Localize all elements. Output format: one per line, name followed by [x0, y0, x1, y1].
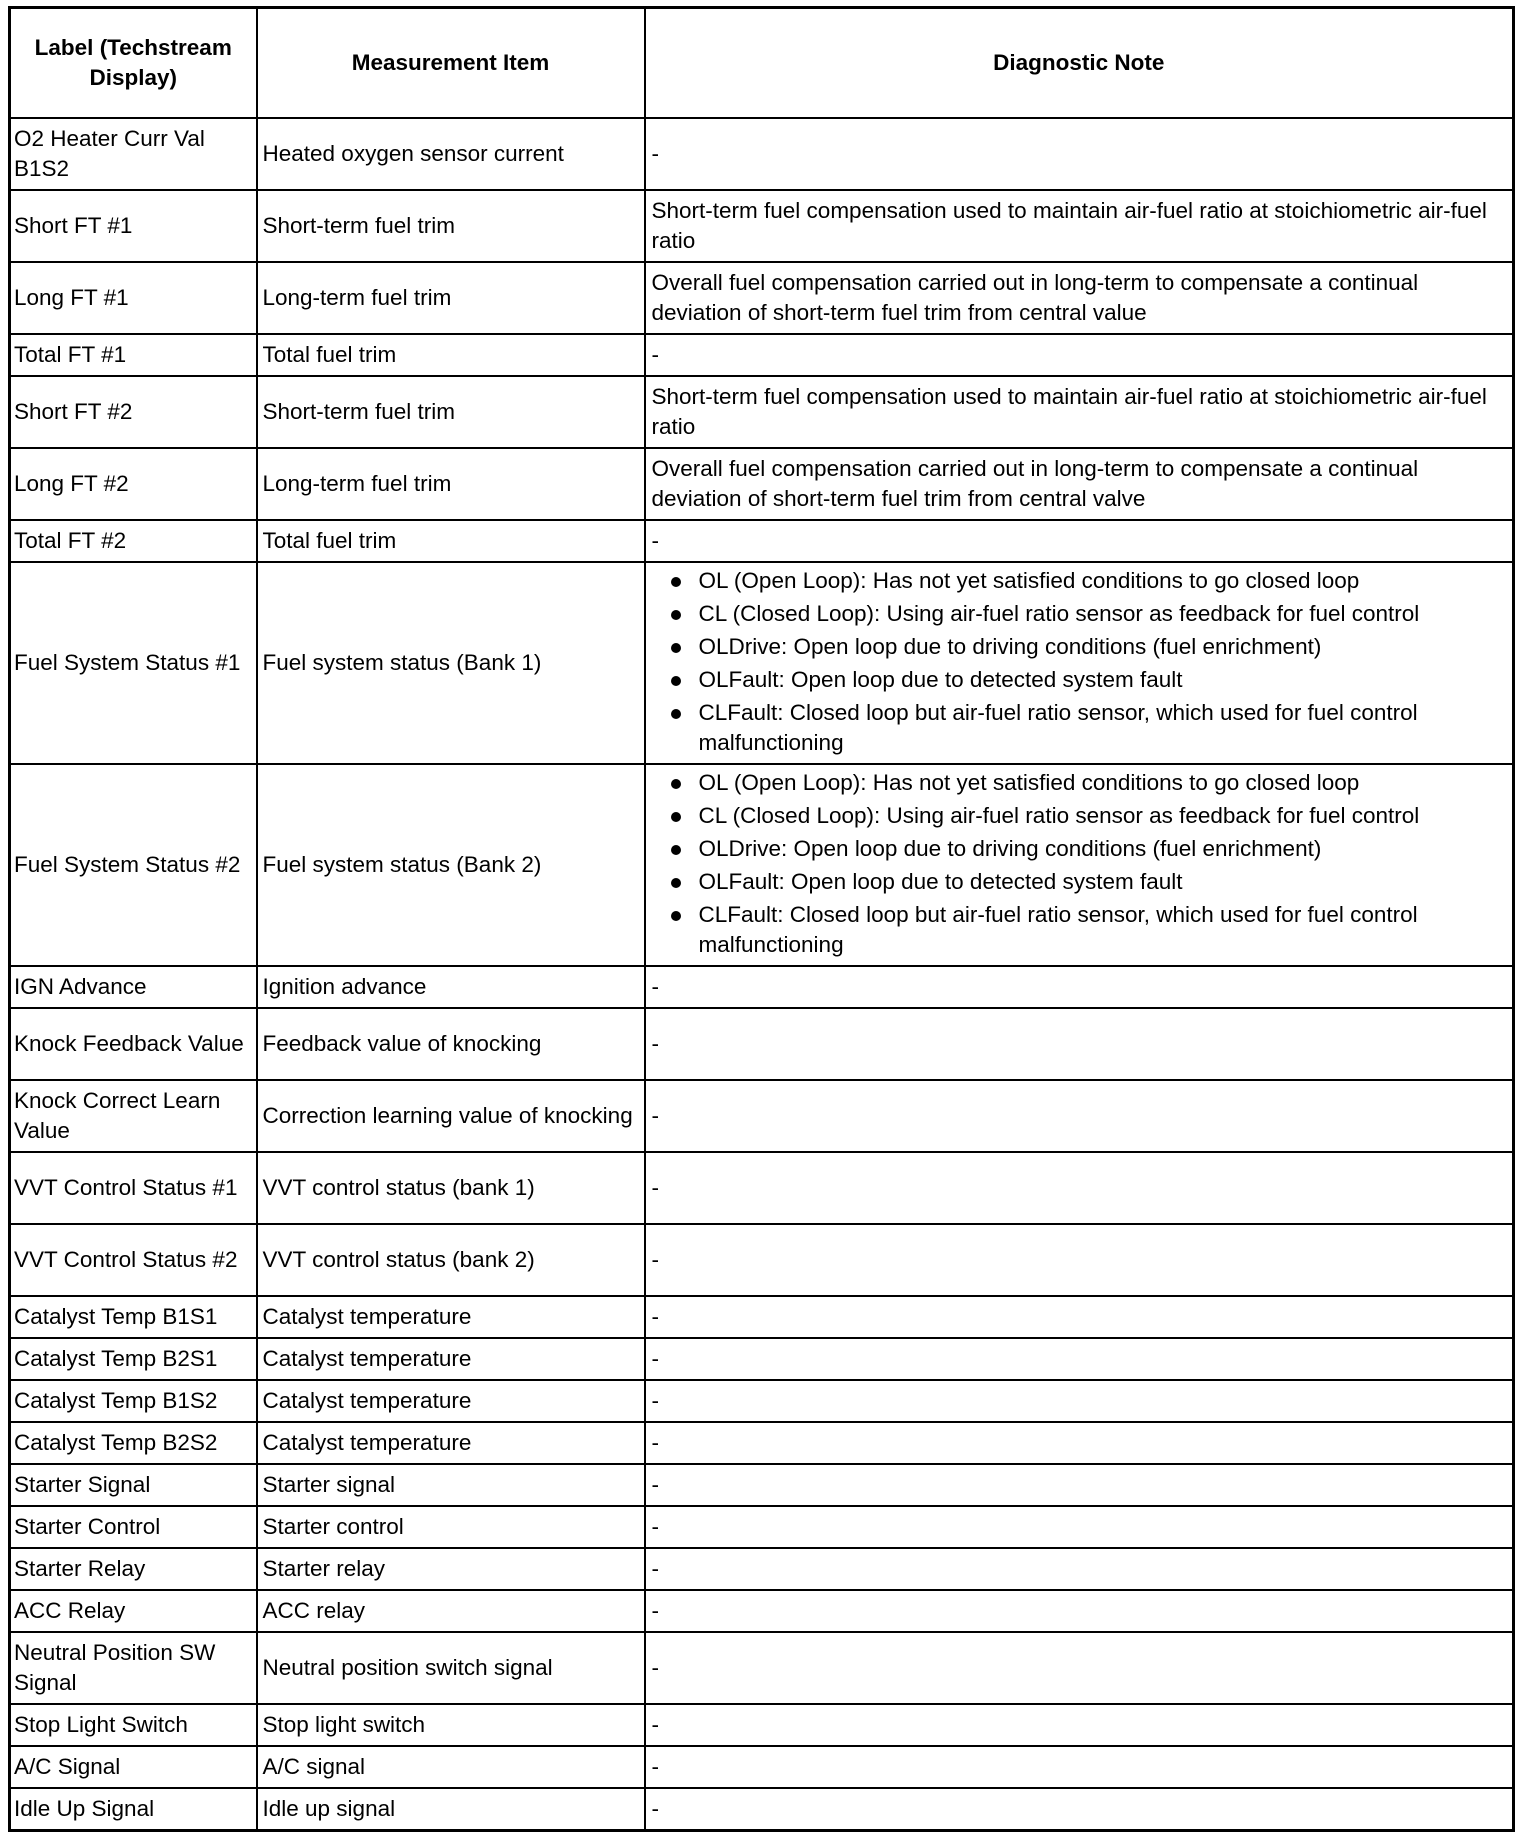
cell-diagnostic-note: - — [645, 1704, 1514, 1746]
bullet-item: CL (Closed Loop): Using air-fuel ratio sensor as feedback for fuel control — [699, 801, 1505, 831]
cell-label: Knock Correct Learn Value — [10, 1080, 257, 1152]
cell-measurement-item: Catalyst temperature — [257, 1422, 645, 1464]
cell-diagnostic-note: Short-term fuel compensation used to maintain air-fuel ratio at stoichiometric air-fuel ratio — [645, 190, 1514, 262]
table-row — [10, 190, 1514, 262]
cell-diagnostic-note: - — [645, 1008, 1514, 1080]
cell-label: Short FT #2 — [10, 376, 257, 448]
table-row — [10, 1296, 1514, 1338]
cell-label: VVT Control Status #1 — [10, 1152, 257, 1224]
cell-label: Catalyst Temp B2S1 — [10, 1338, 257, 1380]
bullet-item: OLFault: Open loop due to detected system fault — [699, 665, 1505, 695]
table-row — [10, 334, 1514, 376]
cell-measurement-item: Neutral position switch signal — [257, 1632, 645, 1704]
cell-label: Catalyst Temp B2S2 — [10, 1422, 257, 1464]
table-row — [10, 118, 1514, 190]
cell-label: VVT Control Status #2 — [10, 1224, 257, 1296]
cell-measurement-item: VVT control status (bank 2) — [257, 1224, 645, 1296]
cell-diagnostic-note: - — [645, 1422, 1514, 1464]
cell-diagnostic-note: Short-term fuel compensation used to maintain air-fuel ratio at stoichiometric air-fuel ratio — [645, 376, 1514, 448]
cell-diagnostic-note: - — [645, 1296, 1514, 1338]
cell-measurement-item: Total fuel trim — [257, 520, 645, 562]
cell-label: IGN Advance — [10, 966, 257, 1008]
table-row — [10, 520, 1514, 562]
cell-measurement-item: Total fuel trim — [257, 334, 645, 376]
cell-label: Total FT #1 — [10, 334, 257, 376]
table-row — [10, 764, 1514, 966]
table-row — [10, 376, 1514, 448]
header-row — [10, 8, 1514, 119]
cell-label: Starter Relay — [10, 1548, 257, 1590]
cell-diagnostic-note: - — [645, 966, 1514, 1008]
table-row — [10, 1080, 1514, 1152]
cell-label: Starter Control — [10, 1506, 257, 1548]
table-row — [10, 448, 1514, 520]
cell-measurement-item: Starter relay — [257, 1548, 645, 1590]
cell-label: Long FT #2 — [10, 448, 257, 520]
cell-label: O2 Heater Curr Val B1S2 — [10, 118, 257, 190]
cell-label: Fuel System Status #2 — [10, 764, 257, 966]
cell-label: A/C Signal — [10, 1746, 257, 1788]
cell-measurement-item: Long-term fuel trim — [257, 262, 645, 334]
cell-label: Total FT #2 — [10, 520, 257, 562]
table-row — [10, 1704, 1514, 1746]
header-diagnostic-note: Diagnostic Note — [645, 8, 1514, 119]
cell-diagnostic-note: - — [645, 1380, 1514, 1422]
cell-diagnostic-note: - — [645, 1224, 1514, 1296]
table-body — [10, 118, 1514, 1831]
cell-measurement-item: Fuel system status (Bank 2) — [257, 764, 645, 966]
cell-diagnostic-note: - — [645, 1338, 1514, 1380]
cell-measurement-item: Short-term fuel trim — [257, 376, 645, 448]
table-row — [10, 1464, 1514, 1506]
cell-label: Catalyst Temp B1S2 — [10, 1380, 257, 1422]
bullet-item: OLDrive: Open loop due to driving conditions (fuel enrichment) — [699, 834, 1505, 864]
cell-label: Long FT #1 — [10, 262, 257, 334]
table-row — [10, 1224, 1514, 1296]
bullet-item: CLFault: Closed loop but air-fuel ratio sensor, which used for fuel control malfunctioning — [699, 698, 1505, 758]
cell-measurement-item: VVT control status (bank 1) — [257, 1152, 645, 1224]
cell-measurement-item: Stop light switch — [257, 1704, 645, 1746]
cell-measurement-item: Short-term fuel trim — [257, 190, 645, 262]
cell-diagnostic-note: - — [645, 1788, 1514, 1831]
data-list-table — [8, 6, 1515, 1832]
cell-diagnostic-note: - — [645, 334, 1514, 376]
table-row — [10, 966, 1514, 1008]
cell-diagnostic-note: - — [645, 1590, 1514, 1632]
bullet-item: CL (Closed Loop): Using air-fuel ratio sensor as feedback for fuel control — [699, 599, 1505, 629]
table-row — [10, 1548, 1514, 1590]
bullet-list — [652, 566, 1505, 758]
cell-diagnostic-note: Overall fuel compensation carried out in long-term to compensate a continual deviation of short-term fuel trim from central valve — [645, 448, 1514, 520]
table-row — [10, 562, 1514, 764]
cell-label: Idle Up Signal — [10, 1788, 257, 1831]
bullet-item: CLFault: Closed loop but air-fuel ratio sensor, which used for fuel control malfunctioning — [699, 900, 1505, 960]
cell-measurement-item: ACC relay — [257, 1590, 645, 1632]
cell-measurement-item: Catalyst temperature — [257, 1296, 645, 1338]
cell-measurement-item: Long-term fuel trim — [257, 448, 645, 520]
cell-diagnostic-note: - — [645, 1746, 1514, 1788]
cell-measurement-item: Correction learning value of knocking — [257, 1080, 645, 1152]
cell-label: ACC Relay — [10, 1590, 257, 1632]
header-measurement-item: Measurement Item — [257, 8, 645, 119]
cell-diagnostic-note: - — [645, 1464, 1514, 1506]
table-row — [10, 262, 1514, 334]
cell-measurement-item: Catalyst temperature — [257, 1380, 645, 1422]
cell-label: Knock Feedback Value — [10, 1008, 257, 1080]
table-row — [10, 1506, 1514, 1548]
table-row — [10, 1380, 1514, 1422]
cell-measurement-item: Catalyst temperature — [257, 1338, 645, 1380]
cell-measurement-item: Feedback value of knocking — [257, 1008, 645, 1080]
cell-measurement-item: Starter control — [257, 1506, 645, 1548]
cell-measurement-item: Ignition advance — [257, 966, 645, 1008]
table-row — [10, 1152, 1514, 1224]
table-row — [10, 1632, 1514, 1704]
cell-diagnostic-note: - — [645, 520, 1514, 562]
cell-measurement-item: Idle up signal — [257, 1788, 645, 1831]
table-row — [10, 1008, 1514, 1080]
table-row — [10, 1746, 1514, 1788]
bullet-item: OL (Open Loop): Has not yet satisfied conditions to go closed loop — [699, 768, 1505, 798]
header-label: Label (Techstream Display) — [10, 8, 257, 119]
cell-diagnostic-note: - — [645, 118, 1514, 190]
table-row — [10, 1422, 1514, 1464]
data-list-sheet — [8, 6, 1512, 1832]
cell-diagnostic-note: - — [645, 1548, 1514, 1590]
cell-measurement-item: Heated oxygen sensor current — [257, 118, 645, 190]
cell-label: Neutral Position SW Signal — [10, 1632, 257, 1704]
cell-diagnostic-note — [645, 764, 1514, 966]
table-row — [10, 1338, 1514, 1380]
cell-label: Fuel System Status #1 — [10, 562, 257, 764]
cell-label: Short FT #1 — [10, 190, 257, 262]
cell-measurement-item: Fuel system status (Bank 1) — [257, 562, 645, 764]
bullet-item: OL (Open Loop): Has not yet satisfied conditions to go closed loop — [699, 566, 1505, 596]
table-row — [10, 1590, 1514, 1632]
cell-label: Stop Light Switch — [10, 1704, 257, 1746]
bullet-list — [652, 768, 1505, 960]
cell-diagnostic-note: - — [645, 1152, 1514, 1224]
cell-diagnostic-note: - — [645, 1632, 1514, 1704]
cell-label: Starter Signal — [10, 1464, 257, 1506]
cell-diagnostic-note: - — [645, 1080, 1514, 1152]
cell-diagnostic-note: Overall fuel compensation carried out in long-term to compensate a continual deviation of short-term fuel trim from central value — [645, 262, 1514, 334]
cell-diagnostic-note — [645, 562, 1514, 764]
table-row — [10, 1788, 1514, 1831]
cell-measurement-item: Starter signal — [257, 1464, 645, 1506]
cell-measurement-item: A/C signal — [257, 1746, 645, 1788]
cell-diagnostic-note: - — [645, 1506, 1514, 1548]
cell-label: Catalyst Temp B1S1 — [10, 1296, 257, 1338]
bullet-item: OLDrive: Open loop due to driving conditions (fuel enrichment) — [699, 632, 1505, 662]
bullet-item: OLFault: Open loop due to detected system fault — [699, 867, 1505, 897]
